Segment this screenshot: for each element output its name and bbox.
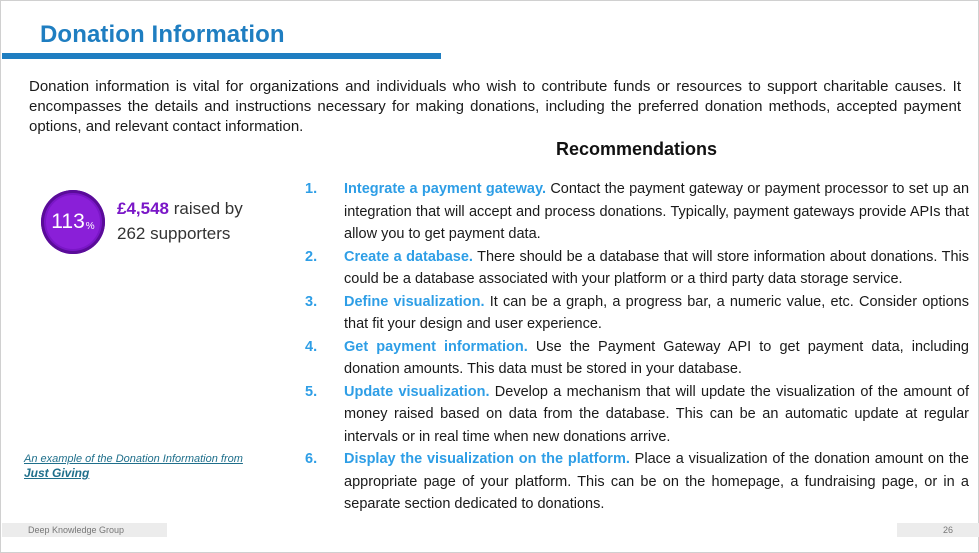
funded-percent-badge <box>41 190 105 254</box>
recommendation-item <box>305 448 969 516</box>
intro-paragraph: Donation information is vital for organizations and individuals who wish to contribute funds or resources to support charitable causes. It encompasses the details and instructions necessary for making donations, including the preferred donation methods, accepted payment options, and relevant contact information. <box>29 78 961 135</box>
donation-stats <box>117 196 243 246</box>
recommendation-item <box>305 291 969 336</box>
recommendation-text: Place a visualization of the donation amount on the appropriate page of your platform. This can be on the homepage, a fundraising page, or in a separate section dedicated to donations. <box>344 451 969 512</box>
recommendation-lead: Get payment information. <box>344 338 528 355</box>
recommendation-lead: Display the visualization on the platform. <box>344 451 630 467</box>
recommendation-item <box>305 336 969 381</box>
recommendation-number: 1. <box>305 181 318 197</box>
caption-source-link[interactable]: Just Giving <box>24 466 90 480</box>
example-caption <box>24 452 243 480</box>
recommendation-lead: Create a database. <box>344 248 473 265</box>
recommendation-lead: Define visualization. <box>344 293 485 310</box>
raised-line <box>117 196 243 221</box>
footer-company: Deep Knowledge Group <box>2 523 167 537</box>
funded-percent-sign: % <box>85 220 95 232</box>
recommendation-text: Contact the payment gateway or payment processor to set up an integration that will accept and process donations. Typically, payment gateways provide APIs that allow you to get payment data. <box>344 181 970 242</box>
recommendation-lead: Integrate a payment gateway. <box>344 181 547 197</box>
recommendation-text: Use the Payment Gateway API to get payment data, including donation amounts. This data must be stored in your database. <box>344 338 969 377</box>
recommendations-heading: Recommendations <box>556 139 718 159</box>
title-underline <box>2 53 441 59</box>
footer-page-number: 26 <box>897 523 979 537</box>
page-title: Donation Information <box>40 21 285 48</box>
recommendation-number: 4. <box>305 338 318 355</box>
recommendation-number: 6. <box>305 451 318 467</box>
recommendation-number: 5. <box>305 383 318 400</box>
recommendation-item <box>305 381 969 449</box>
raised-amount: £4,548 <box>117 199 169 218</box>
recommendation-text: There should be a database that will store information about donations. This could be a database associated with your platform or a third party data storage service. <box>344 248 969 287</box>
recommendation-text: Develop a mechanism that will update the visualization of the amount of money raised based on data from the database. This can be an automatic update at regular intervals or in real time when new donations arrive. <box>344 383 969 445</box>
recommendation-number: 2. <box>305 248 318 265</box>
caption-text: An example of the Donation Information from <box>24 453 243 465</box>
supporters-count: 262 supporters <box>117 224 231 243</box>
raised-by-label: raised by <box>169 199 243 218</box>
recommendation-text: It can be a graph, a progress bar, a numeric value, etc. Consider options that fit your design and user experience. <box>344 293 969 332</box>
funded-percent-value: 113 <box>51 210 85 233</box>
recommendation-item <box>305 178 969 246</box>
recommendation-item <box>305 246 969 291</box>
recommendations-list <box>305 178 969 516</box>
funded-percent-inner <box>46 195 100 249</box>
recommendation-number: 3. <box>305 293 318 310</box>
recommendation-lead: Update visualization. <box>344 383 490 400</box>
